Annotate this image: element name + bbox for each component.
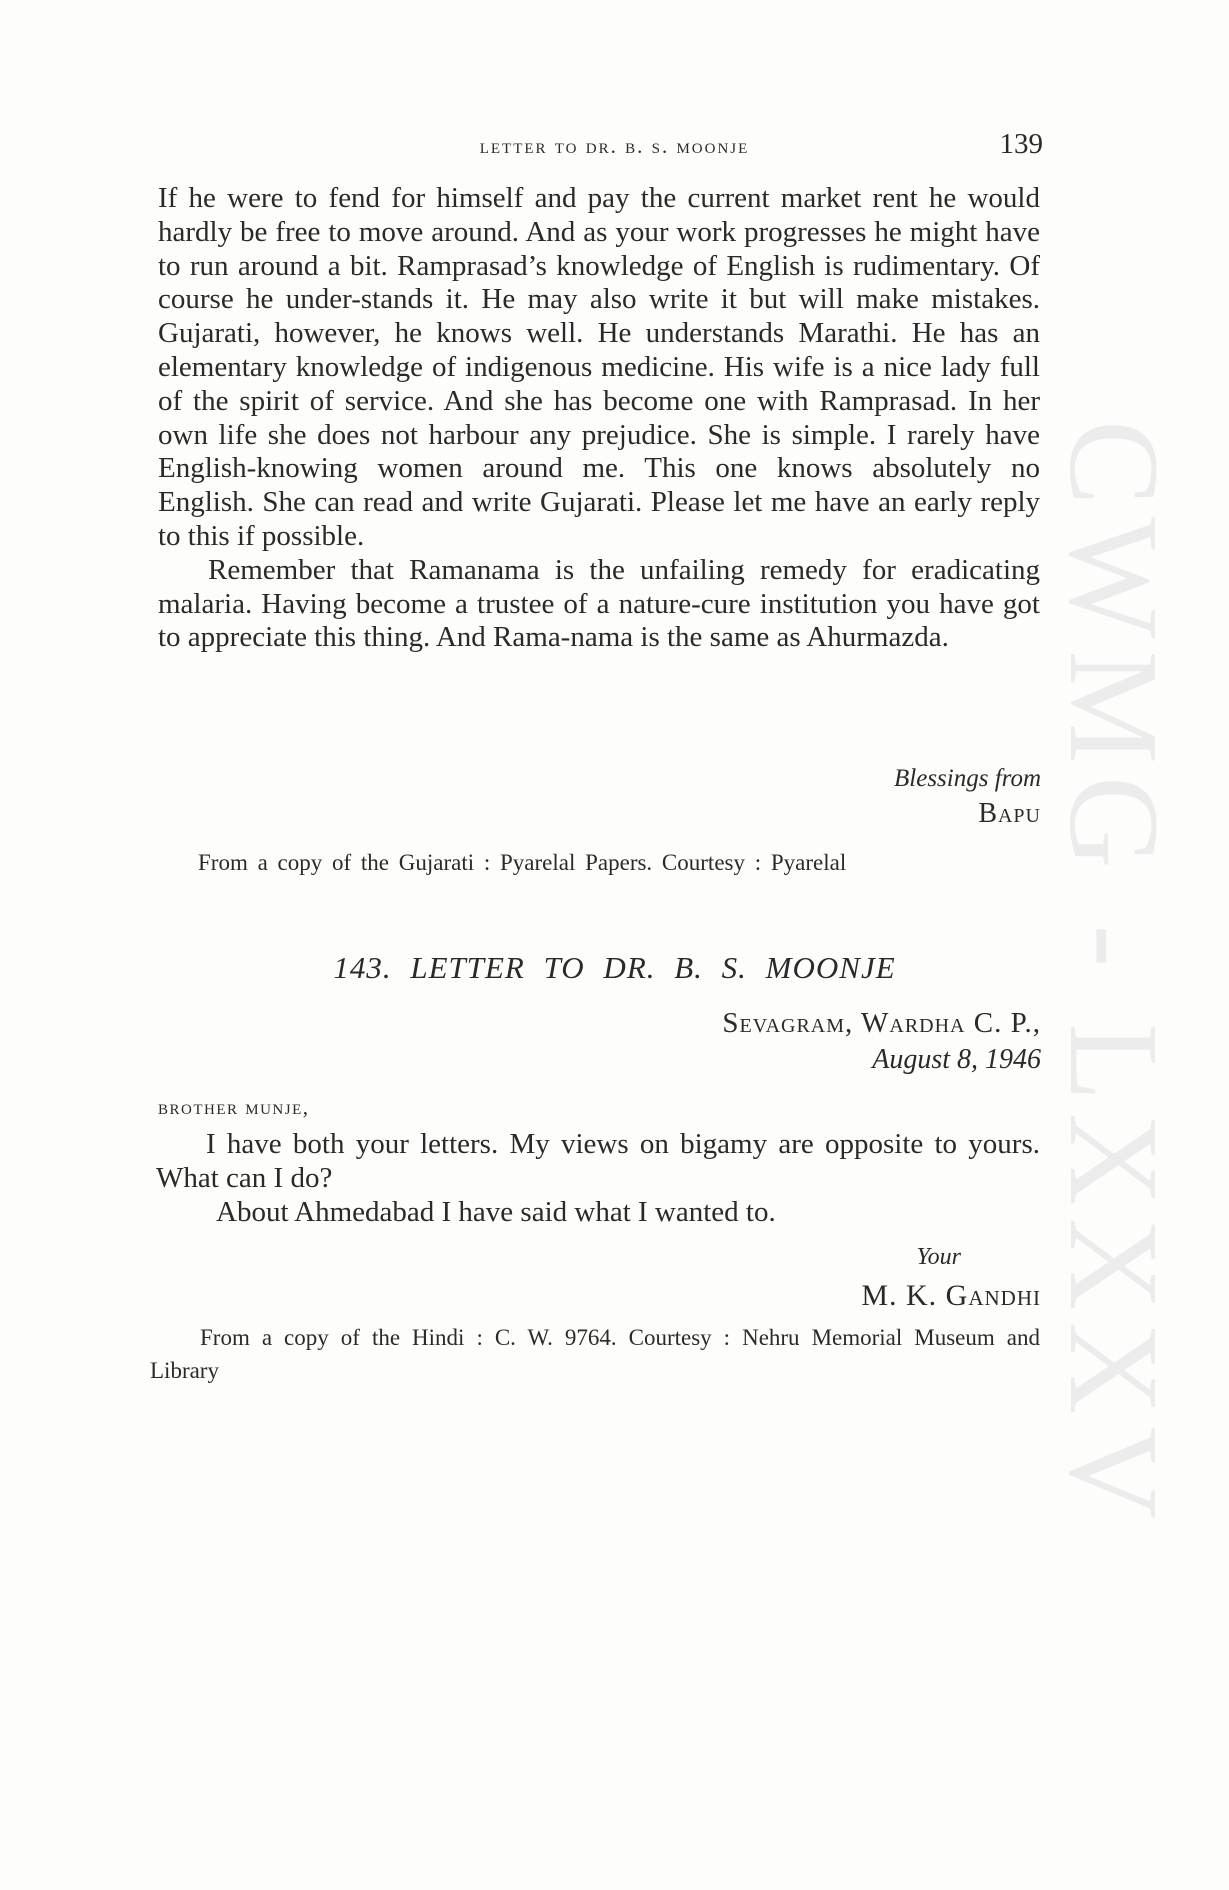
page-number: 139 — [999, 128, 1043, 160]
addressee: brother munje, — [158, 1095, 310, 1119]
letter-heading: 143. LETTER TO DR. B. S. MOONJE — [333, 950, 896, 985]
source-note: From a copy of the Hindi : C. W. 9764. Courtesy : Nehru Memorial Museum and Library — [150, 1325, 1040, 1383]
cwmg-watermark: CWMG - LXXXV — [1043, 420, 1185, 1531]
source-note: From a copy of the Gujarati : Pyarelal Papers. Courtesy : Pyarelal — [198, 850, 847, 875]
body-paragraph: I have both your letters. My views on bigamy are opposite to yours. What can I do? — [156, 1128, 1040, 1194]
letter-body — [156, 1128, 1040, 1229]
body-paragraph: Remember that Ramanama is the unfailing remedy for eradicating malaria. Having become a trustee of a nature-cure institution you have got to appreciate this thing. And Rama-nama is the same as Ahurmazda. — [158, 553, 1040, 654]
letter-place: Sevagram, Wardha C. P., — [722, 1007, 1041, 1039]
body-paragraph: If he were to fend for himself and pay the current market rent he would hardly be free to move around. And as your work progresses he might have to run around a bit. Ramprasad’s knowledge of English is rudimentary. Of course he under-stands it. He may also write it but will make mistakes. Gujarati, however, he knows well. He understands Marathi. He has an elementary knowledge of indigenous medicine. His wife is a nice lady full of the spirit of service. And she has become one with Ramprasad. In her own life she does not harbour any prejudice. She is simple. I rarely have English-knowing women around me. This one knows absolutely no English. She can read and write Gujarati. Please let me have an early reply to this if possible. — [158, 182, 1040, 552]
running-head: letter to dr. b. s. moonje — [479, 134, 750, 158]
closing-blessings: Blessings from — [894, 765, 1041, 792]
closing-your: Your — [916, 1244, 961, 1270]
signature-bapu: Bapu — [978, 798, 1041, 829]
previous-letter-body — [158, 182, 1040, 655]
signature-gandhi: M. K. Gandhi — [861, 1279, 1041, 1312]
body-paragraph: About Ahmedabad I have said what I wanted to. — [216, 1195, 776, 1228]
letter-date: August 8, 1946 — [872, 1044, 1041, 1075]
